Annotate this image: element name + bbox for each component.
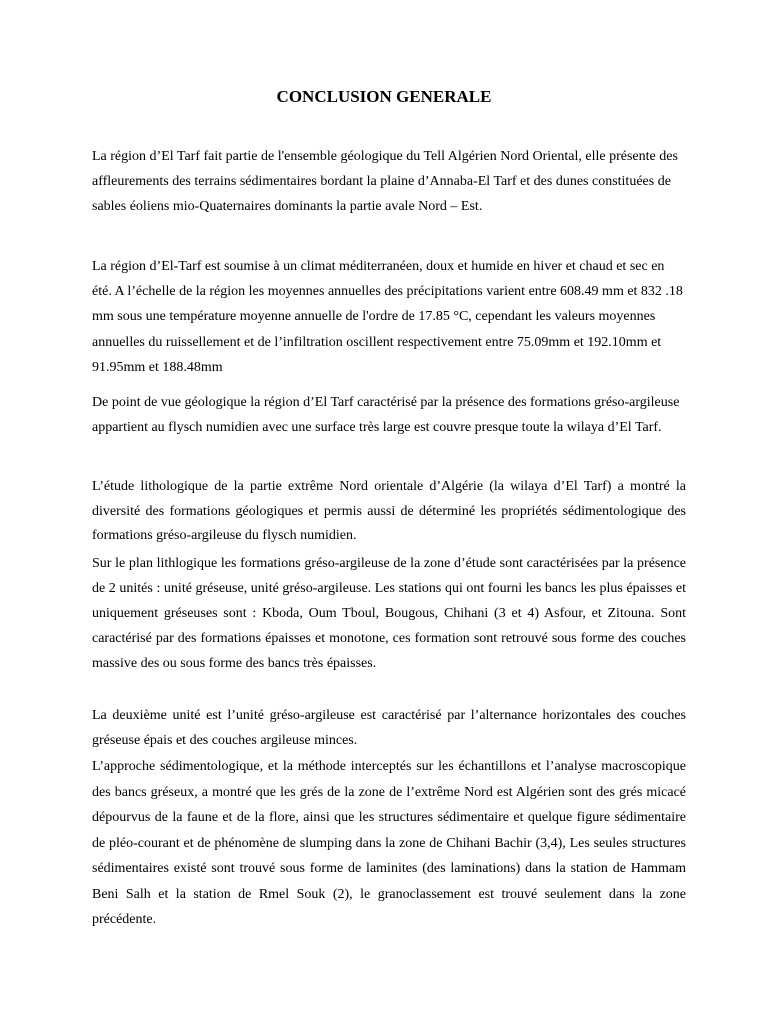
paragraph-second-unit: La deuxième unité est l’unité gréso-argileuse est caractérisé par l’alternance horizontales des couches gréseuse épais et des couches argileuse minces. <box>92 708 686 748</box>
paragraph-lithology-units: Sur le plan lithlogique les formations gréso-argileuse de la zone d’étude sont caractérisées par la présence de 2 unités : unité gréseuse, unité gréso-argileuse. Les stations qui ont fourni les bancs les plus épaisses et uniquement gréseuses sont : Kboda, Oum Tboul, Bougous, Chihani (3 et 4) Asfour, et Zitouna. Sont caractérisé par des formations épaisses et monotone, ces formation sont retrouvé sous forme des couches massive des ou sous forme des bancs très épaisses. <box>92 556 686 671</box>
paragraph-geology: De point de vue géologique la région d’El Tarf caractérisé par la présence des formations gréso-argileuse appartient au flysch numidien avec une surface très large est couvre presque toute la wilaya d’El Tarf. <box>92 395 680 436</box>
paragraph-climate: La région d’El-Tarf est soumise à un climat méditerranéen, doux et humide en hiver et chaud et sec en été. A l’échelle de la région les moyennes annuelles des précipitations varient entre 608.49 mm et 832 .18 mm sous une température moyenne annuelle de l'ordre de 17.85 °C, cependant les valeurs moyennes annuelles du ruissellement et de l’infiltration oscillent respectivement entre 75.09mm et 192.10mm et 91.95mm et 188.48mm <box>92 259 683 375</box>
paragraph-sedimentology: L’approche sédimentologique, et la méthode interceptés sur les échantillons et l’analyse macroscopique des bancs gréseux, a montré que les grés de la zone de l’extrême Nord est Algérien sont des grés micacé dépourvus de la faune et de la flore, ainsi que les structures sédimentaire et quelque figure sédimentaire de pléo-courant et de phénomène de slumping dans la zone de Chihani Bachir (3,4), Les seules structures sédimentaires existé sont trouvé sous forme de laminites (des laminations) dans la station de Hammam Beni Salh et la station de Rmel Souk (2), le granoclassement est trouvé seulement dans la zone précédente. <box>92 759 686 927</box>
paragraph-lithology-study: L’étude lithologique de la partie extrême Nord orientale d’Algérie (la wilaya d’El Tarf) a montré la diversité des formations géologiques et permis aussi de déterminé les propriétés sédimentologique des formations gréso-argileuse du flysch numidien. <box>92 479 686 543</box>
page-title: CONCLUSION GENERALE <box>276 87 492 106</box>
paragraph-introduction: La région d’El Tarf fait partie de l'ensemble géologique du Tell Algérien Nord Oriental, elle présente des affleurements des terrains sédimentaires bordant la plaine d’Annaba-El Tarf et des dunes constituées de sables éoliens mio-Quaternaires dominants la partie avale Nord – Est. <box>92 149 678 215</box>
